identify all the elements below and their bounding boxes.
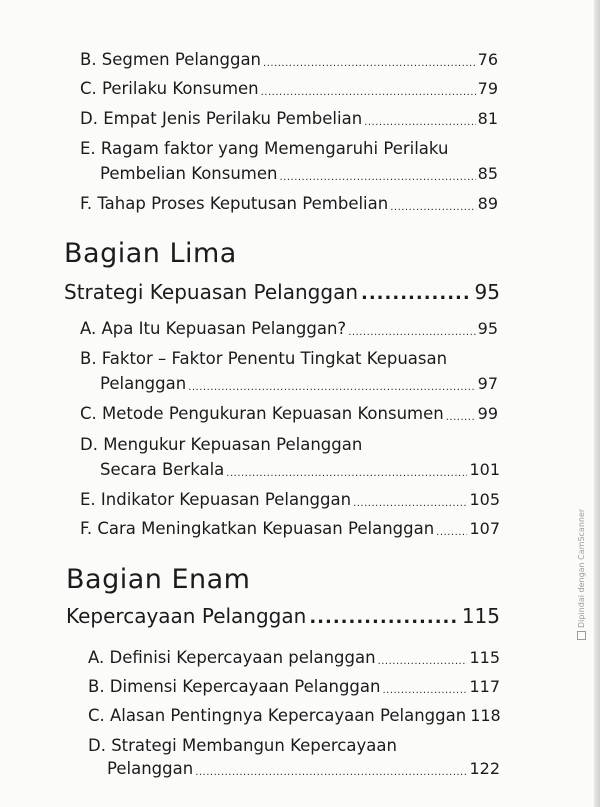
toc-entry[interactable] — [80, 49, 498, 74]
toc-entry[interactable] — [88, 647, 500, 672]
toc-entry-page: 122 — [469, 759, 500, 778]
toc-entry-label: B. Dimensi Kepercayaan Pelanggan — [88, 677, 381, 696]
toc-entry-line1[interactable]: D. Mengukur Kepuasan Pelanggan — [80, 435, 363, 454]
toc-entry-page: 115 — [469, 648, 500, 667]
toc-entry-label: C. Perilaku Konsumen — [80, 79, 259, 98]
dot-leader — [188, 377, 475, 399]
chapter-entry[interactable] — [64, 280, 500, 309]
dot-leader — [226, 463, 467, 485]
toc-entry-label: C. Alasan Pentingnya Kepercayaan Pelanggan — [88, 706, 467, 725]
toc-entry-label: F. Tahap Proses Keputusan Pembelian — [80, 194, 389, 213]
toc-entry[interactable] — [80, 403, 498, 428]
dot-leader — [195, 762, 467, 784]
chapter-entry[interactable] — [66, 604, 500, 633]
toc-entry-page: 97 — [477, 374, 498, 393]
toc-entry[interactable] — [100, 459, 500, 484]
toc-entry[interactable] — [80, 193, 498, 218]
chapter-title: Kepercayaan Pelanggan — [66, 604, 307, 628]
dot-leader — [263, 53, 476, 75]
toc-entry-page: 105 — [469, 490, 500, 509]
toc-entry-page: 76 — [477, 50, 498, 69]
toc-entry-label: Pelanggan — [107, 759, 194, 778]
toc-entry-label: D. Empat Jenis Perilaku Pembelian — [80, 109, 363, 128]
toc-entry-page: 95 — [477, 319, 498, 338]
dot-leader — [261, 82, 476, 104]
toc-entry-label: A. Definisi Kepercayaan pelanggan — [88, 648, 376, 667]
dot-leader — [390, 197, 475, 219]
toc-entry-label: F. Cara Meningkatkan Kepuasan Pelanggan — [80, 519, 435, 538]
toc-entry[interactable] — [100, 163, 498, 188]
chapter-page: 115 — [461, 604, 500, 628]
toc-entry-page: 79 — [477, 79, 498, 98]
camscanner-icon — [577, 631, 586, 640]
dot-leader — [382, 680, 467, 702]
toc-entry-line1[interactable]: D. Strategi Membangun Kepercayaan — [88, 736, 397, 755]
dot-leader — [364, 112, 475, 134]
dot-leader — [361, 283, 472, 309]
toc-entry-page: 101 — [469, 460, 500, 479]
part-heading: Bagian Lima — [64, 238, 237, 269]
toc-entry-page: 89 — [477, 194, 498, 213]
toc-entry-label: C. Metode Pengukuran Kepuasan Konsumen — [80, 404, 444, 423]
dot-leader — [279, 167, 475, 189]
toc-entry-line1[interactable]: E. Ragam faktor yang Memengaruhi Perilaku — [80, 139, 449, 158]
toc-entry[interactable] — [100, 373, 498, 398]
toc-entry-label: B. Segmen Pelanggan — [80, 50, 262, 69]
toc-entry-label: Pelanggan — [100, 374, 187, 393]
toc-entry-label: E. Indikator Kepuasan Pelanggan — [80, 490, 352, 509]
toc-entry[interactable] — [80, 489, 500, 514]
toc-entry-page: 99 — [477, 404, 498, 423]
dot-leader — [348, 322, 475, 344]
toc-entry-page: 85 — [477, 164, 498, 183]
toc-entry-page: 117 — [469, 677, 500, 696]
toc-entry-page: 81 — [477, 109, 498, 128]
chapter-page: 95 — [474, 280, 500, 304]
dot-leader — [353, 493, 467, 515]
toc-entry-line1[interactable]: B. Faktor – Faktor Penentu Tingkat Kepuasan — [80, 349, 448, 368]
toc-entry-label: A. Apa Itu Kepuasan Pelanggan? — [80, 319, 347, 338]
dot-leader — [378, 651, 468, 673]
toc-entry-label: Pembelian Konsumen — [100, 164, 278, 183]
toc-entry[interactable] — [80, 518, 500, 543]
toc-entry[interactable] — [80, 108, 498, 133]
toc-entry-page: 107 — [469, 519, 500, 538]
dot-leader — [436, 522, 467, 544]
toc-entry[interactable] — [88, 705, 500, 730]
toc-entry-page: 118 — [470, 706, 501, 725]
page-edge — [594, 0, 600, 807]
scanner-watermark — [577, 509, 586, 640]
toc-entry[interactable] — [80, 78, 498, 103]
dot-leader — [446, 407, 476, 429]
toc-entry[interactable] — [80, 318, 498, 343]
toc-entry[interactable] — [107, 758, 500, 783]
chapter-title: Strategi Kepuasan Pelanggan — [64, 280, 358, 304]
toc-entry[interactable] — [88, 676, 500, 701]
toc-entry-label: Secara Berkala — [100, 460, 225, 479]
dot-leader — [309, 607, 459, 633]
watermark-text: Dipindai dengan CamScanner — [577, 508, 586, 628]
part-heading: Bagian Enam — [66, 564, 251, 595]
